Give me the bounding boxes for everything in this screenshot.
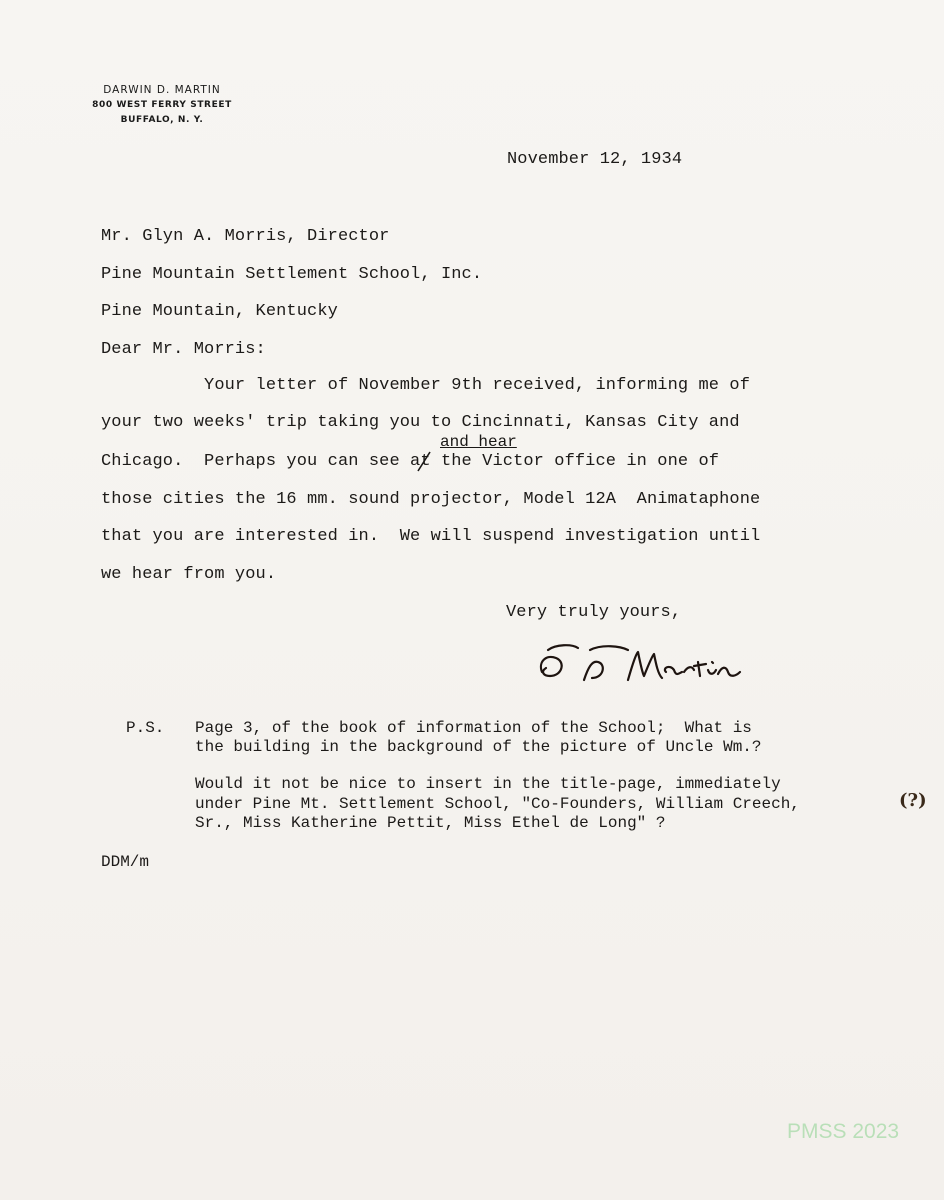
closing: Very truly yours, <box>506 603 682 622</box>
postscript-line: the building in the background of the picture of Uncle Wm.? <box>195 738 762 756</box>
letterhead-street: 800 WEST FERRY STREET <box>92 100 232 110</box>
handwritten-question-mark: (?) <box>899 790 927 811</box>
salutation: Dear Mr. Morris: <box>101 340 266 359</box>
archive-watermark: PMSS 2023 <box>787 1120 900 1143</box>
handwritten-insert: and hear <box>440 433 517 451</box>
postscript-line: Page 3, of the book of information of the School; What is <box>195 719 752 737</box>
letterhead-city: BUFFALO, N. Y. <box>120 115 204 125</box>
body-line: that you are interested in. We will suspend investigation until <box>101 527 761 546</box>
postscript-label: P.S. <box>126 719 165 737</box>
postscript-line: Sr., Miss Katherine Pettit, Miss Ethel de Long" ? <box>195 814 666 832</box>
postscript-line: under Pine Mt. Settlement School, "Co-Founders, William Creech, <box>195 795 800 813</box>
body-line: those cities the 16 mm. sound projector, Model 12A Animataphone <box>101 490 761 509</box>
body-line: your two weeks' trip taking you to Cincinnati, Kansas City and <box>101 413 740 432</box>
letterhead <box>82 82 242 128</box>
postscript-line: Would it not be nice to insert in the title-page, immediately <box>195 775 781 793</box>
recipient-line-1: Mr. Glyn A. Morris, Director <box>101 227 390 246</box>
recipient-line-3: Pine Mountain, Kentucky <box>101 302 338 321</box>
letter-date: November 12, 1934 <box>507 150 683 169</box>
signature <box>532 632 747 692</box>
body-line: Your letter of November 9th received, informing me of <box>101 376 751 395</box>
body-line: we hear from you. <box>101 565 277 584</box>
body-line: Chicago. Perhaps you can see at the Victor office in one of <box>101 452 720 471</box>
letterhead-name: DARWIN D. MARTIN <box>103 84 221 96</box>
typist-initials: DDM/m <box>101 853 150 871</box>
recipient-line-2: Pine Mountain Settlement School, Inc. <box>101 265 483 284</box>
